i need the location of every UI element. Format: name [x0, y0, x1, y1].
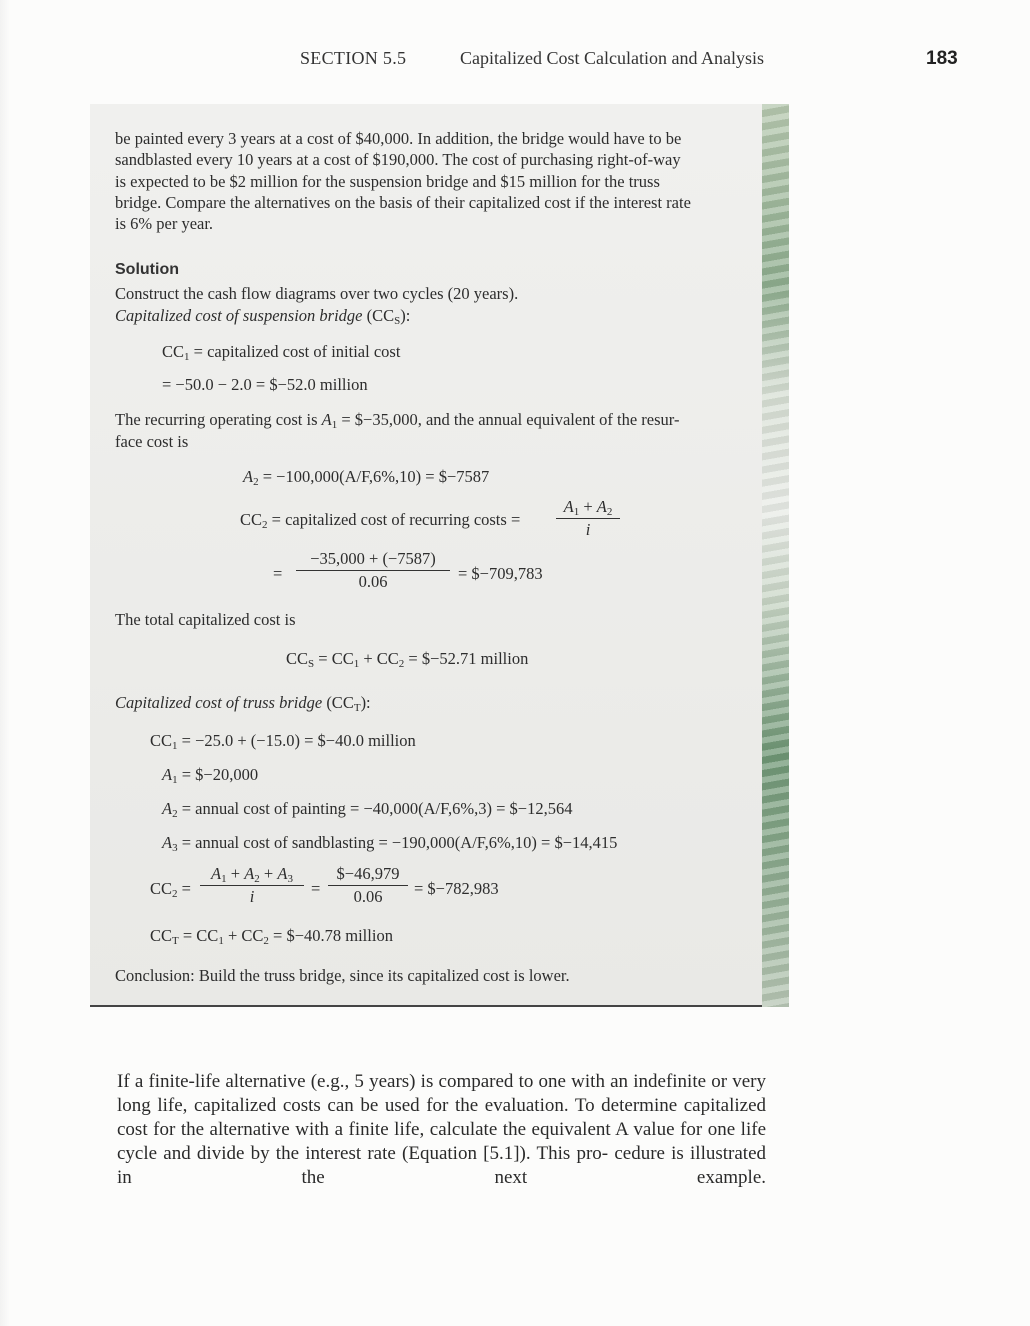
- construct-line: Construct the cash flow diagrams over two cycles (20 years).: [115, 284, 519, 303]
- recurring-cost-line: The recurring operating cost is $A_1$ = $−35,000, and the annual equivalent of the resur-: [115, 410, 680, 431]
- truss-a2-equation: $A_2$ = annual cost of painting = −40,000(A/F,6%,3) = $−12,564: [162, 799, 573, 820]
- calc-result: = $−709,783: [458, 564, 543, 583]
- truss-cc2-equals: =: [311, 879, 321, 898]
- body-line: cedure is illustrated in the next example.: [117, 1143, 767, 1188]
- solution-heading: Solution: [115, 261, 179, 278]
- page-edge-shadow: [0, 0, 10, 1326]
- suspension-cc1-definition: $CC_1$ = capitalized cost of initial cost: [162, 342, 401, 363]
- suspension-total-equation: $CC_S = CC_1 + CC_2$ = $−52.71 million: [286, 649, 529, 670]
- body-paragraph: [117, 1070, 766, 1214]
- running-header: [0, 48, 1030, 74]
- calc-fraction: −35,000 + (−7587) 0.06: [296, 549, 450, 592]
- section-title: Capitalized Cost Calculation and Analysis: [460, 48, 764, 68]
- problem-line: is 6% per year.: [115, 214, 214, 234]
- suspension-cc2-equation: $CC_2$ = capitalized cost of recurring costs =: [240, 510, 521, 531]
- problem-line: bridge. Compare the alternatives on the basis of their capitalized cost if the interest rate: [115, 192, 691, 212]
- truss-a3-equation: $A_3$ = annual cost of sandblasting = −190,000(A/F,6%,10) = $−14,415: [162, 833, 618, 854]
- truss-a1-equation: $A_1$ = $−20,000: [162, 765, 259, 786]
- problem-statement: [115, 128, 740, 234]
- problem-line: sandblasted every 10 years at a cost of $190,000. The cost of purchasing right-of-way: [115, 150, 681, 170]
- body-line: value for one life cycle and divide by the interest rate (Equation [5.1]). This pro-: [117, 1119, 766, 1164]
- suspension-cc1-value: = −50.0 − 2.0 = $−52.0 million: [162, 375, 368, 394]
- section-label: SECTION 5.5: [300, 48, 407, 68]
- truss-cc2-fraction-2: $−46,979 0.06: [328, 864, 408, 907]
- calc-equals: =: [273, 564, 283, 583]
- page-number: 183: [926, 48, 958, 69]
- problem-line: is expected to be $2 million for the suspension bridge and $15 million for the truss: [115, 171, 660, 191]
- conclusion: Conclusion: Build the truss bridge, since its capitalized cost is lower.: [115, 966, 570, 985]
- cc2-fraction: $A_1 + A_2$ i: [556, 497, 620, 540]
- truss-cc2-lhs: $CC_2$ =: [150, 879, 191, 900]
- suspension-a2-equation: $A_2 = -100,000(A/F,6\%,10)$ = $−7587: [243, 467, 490, 488]
- body-line: or very long life, capitalized costs can be used for the evaluation. To determine: [117, 1071, 766, 1116]
- total-capitalized-line: The total capitalized cost is: [115, 610, 296, 629]
- problem-line: be painted every 3 years at a cost of $40,000. In addition, the bridge would have to be: [115, 129, 682, 148]
- suspension-heading: Capitalized cost of suspension bridge $(CC_S)$:: [115, 306, 411, 327]
- body-line: If a finite-life alternative (e.g., 5 years) is compared to one with an indefinite: [117, 1071, 712, 1092]
- truss-heading: Capitalized cost of truss bridge $(CC_T)$:: [115, 693, 371, 714]
- truss-cc1-equation: $CC_1 = -25.0 + (-15.0)$ = $−40.0 million: [150, 731, 416, 752]
- recurring-cost-line: face cost is: [115, 432, 189, 451]
- truss-cc2-fraction-1: $A_1 + A_2 + A_3$ i: [200, 864, 304, 907]
- truss-total-equation: $CC_T = CC_1 + CC_2$ = $−40.78 million: [150, 926, 393, 947]
- body-line: capitalized cost for the alternative with a finite life, calculate the equivalent A: [117, 1095, 766, 1140]
- decorative-side-strip: [762, 104, 789, 1007]
- truss-cc2-result: = $−782,983: [414, 879, 499, 898]
